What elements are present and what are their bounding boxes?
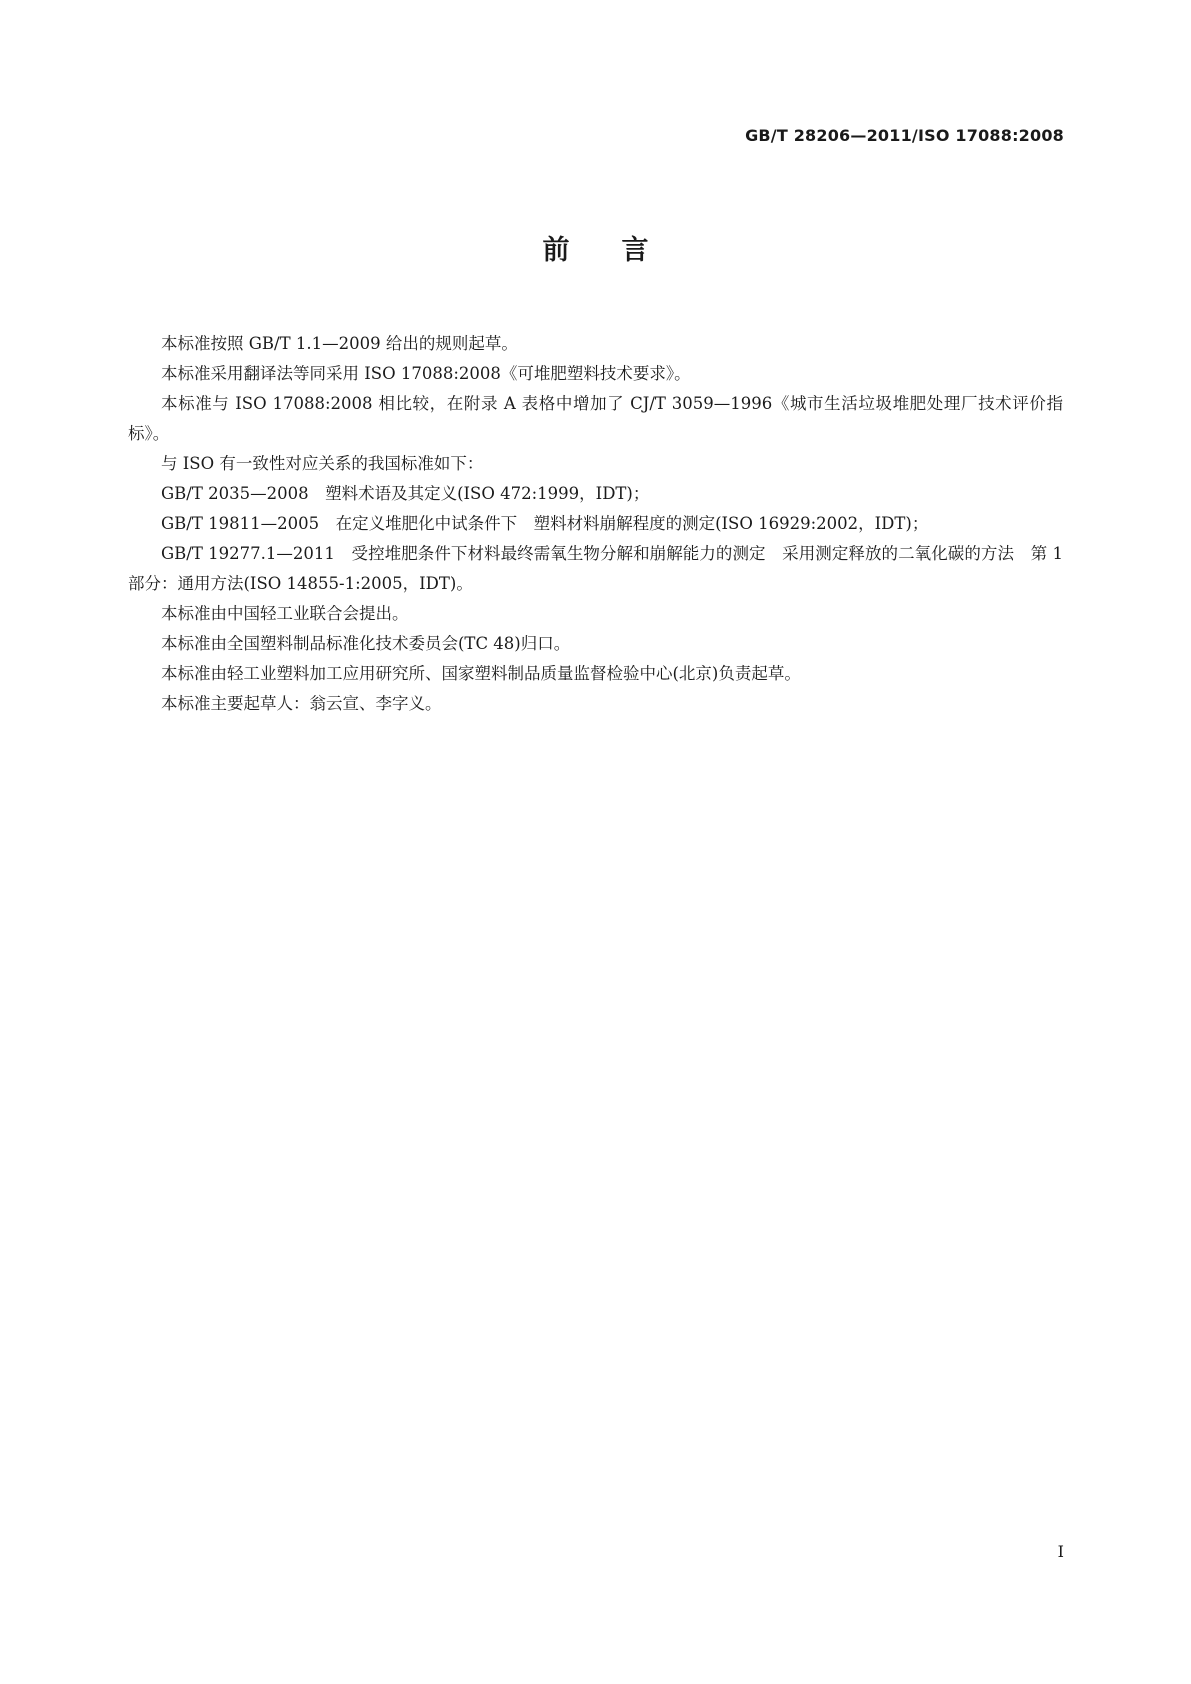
paragraph-comparison: 本标准与 ISO 17088:2008 相比较，在附录 A 表格中增加了 CJ/T 3059—1996《城市生活垃圾堆肥处理厂技术评价指标》。 [128, 394, 1063, 443]
paragraph-standard-2035: GB/T 2035—2008 塑料术语及其定义(ISO 472:1999，IDT)； [161, 484, 650, 503]
standard-code-header: GB/T 28206—2011/ISO 17088:2008 [745, 126, 1064, 145]
paragraph-proposed-by: 本标准由中国轻工业联合会提出。 [161, 604, 409, 623]
page-title: 前言 [542, 235, 701, 266]
page-number: I [1057, 1542, 1064, 1561]
paragraph-drafted-by: 本标准由轻工业塑料加工应用研究所、国家塑料制品质量监督检验中心(北京)负责起草。 [161, 664, 801, 683]
paragraph-centralized-by: 本标准由全国塑料制品标准化技术委员会(TC 48)归口。 [161, 634, 571, 653]
paragraph-standard-19277: GB/T 19277.1—2011 受控堆肥条件下材料最终需氧生物分解和崩解能力的测定 采用测定释放的二氧化碳的方法 第 1 部分：通用方法(ISO 14855-1:2005，IDT)。 [128, 544, 1063, 593]
paragraph-adoption: 本标准采用翻译法等同采用 ISO 17088:2008《可堆肥塑料技术要求》。 [161, 364, 691, 383]
foreword-body [128, 329, 1063, 719]
paragraph-standard-19811: GB/T 19811—2005 在定义堆肥化中试条件下 塑料材料崩解程度的测定(ISO 16929:2002，IDT)； [161, 514, 929, 533]
paragraph-drafters: 本标准主要起草人：翁云宣、李字义。 [161, 694, 442, 713]
paragraph-corresponding-standards: 与 ISO 有一致性对应关系的我国标准如下： [161, 454, 484, 473]
paragraph-drafting-rules: 本标准按照 GB/T 1.1—2009 给出的规则起草。 [161, 334, 518, 353]
